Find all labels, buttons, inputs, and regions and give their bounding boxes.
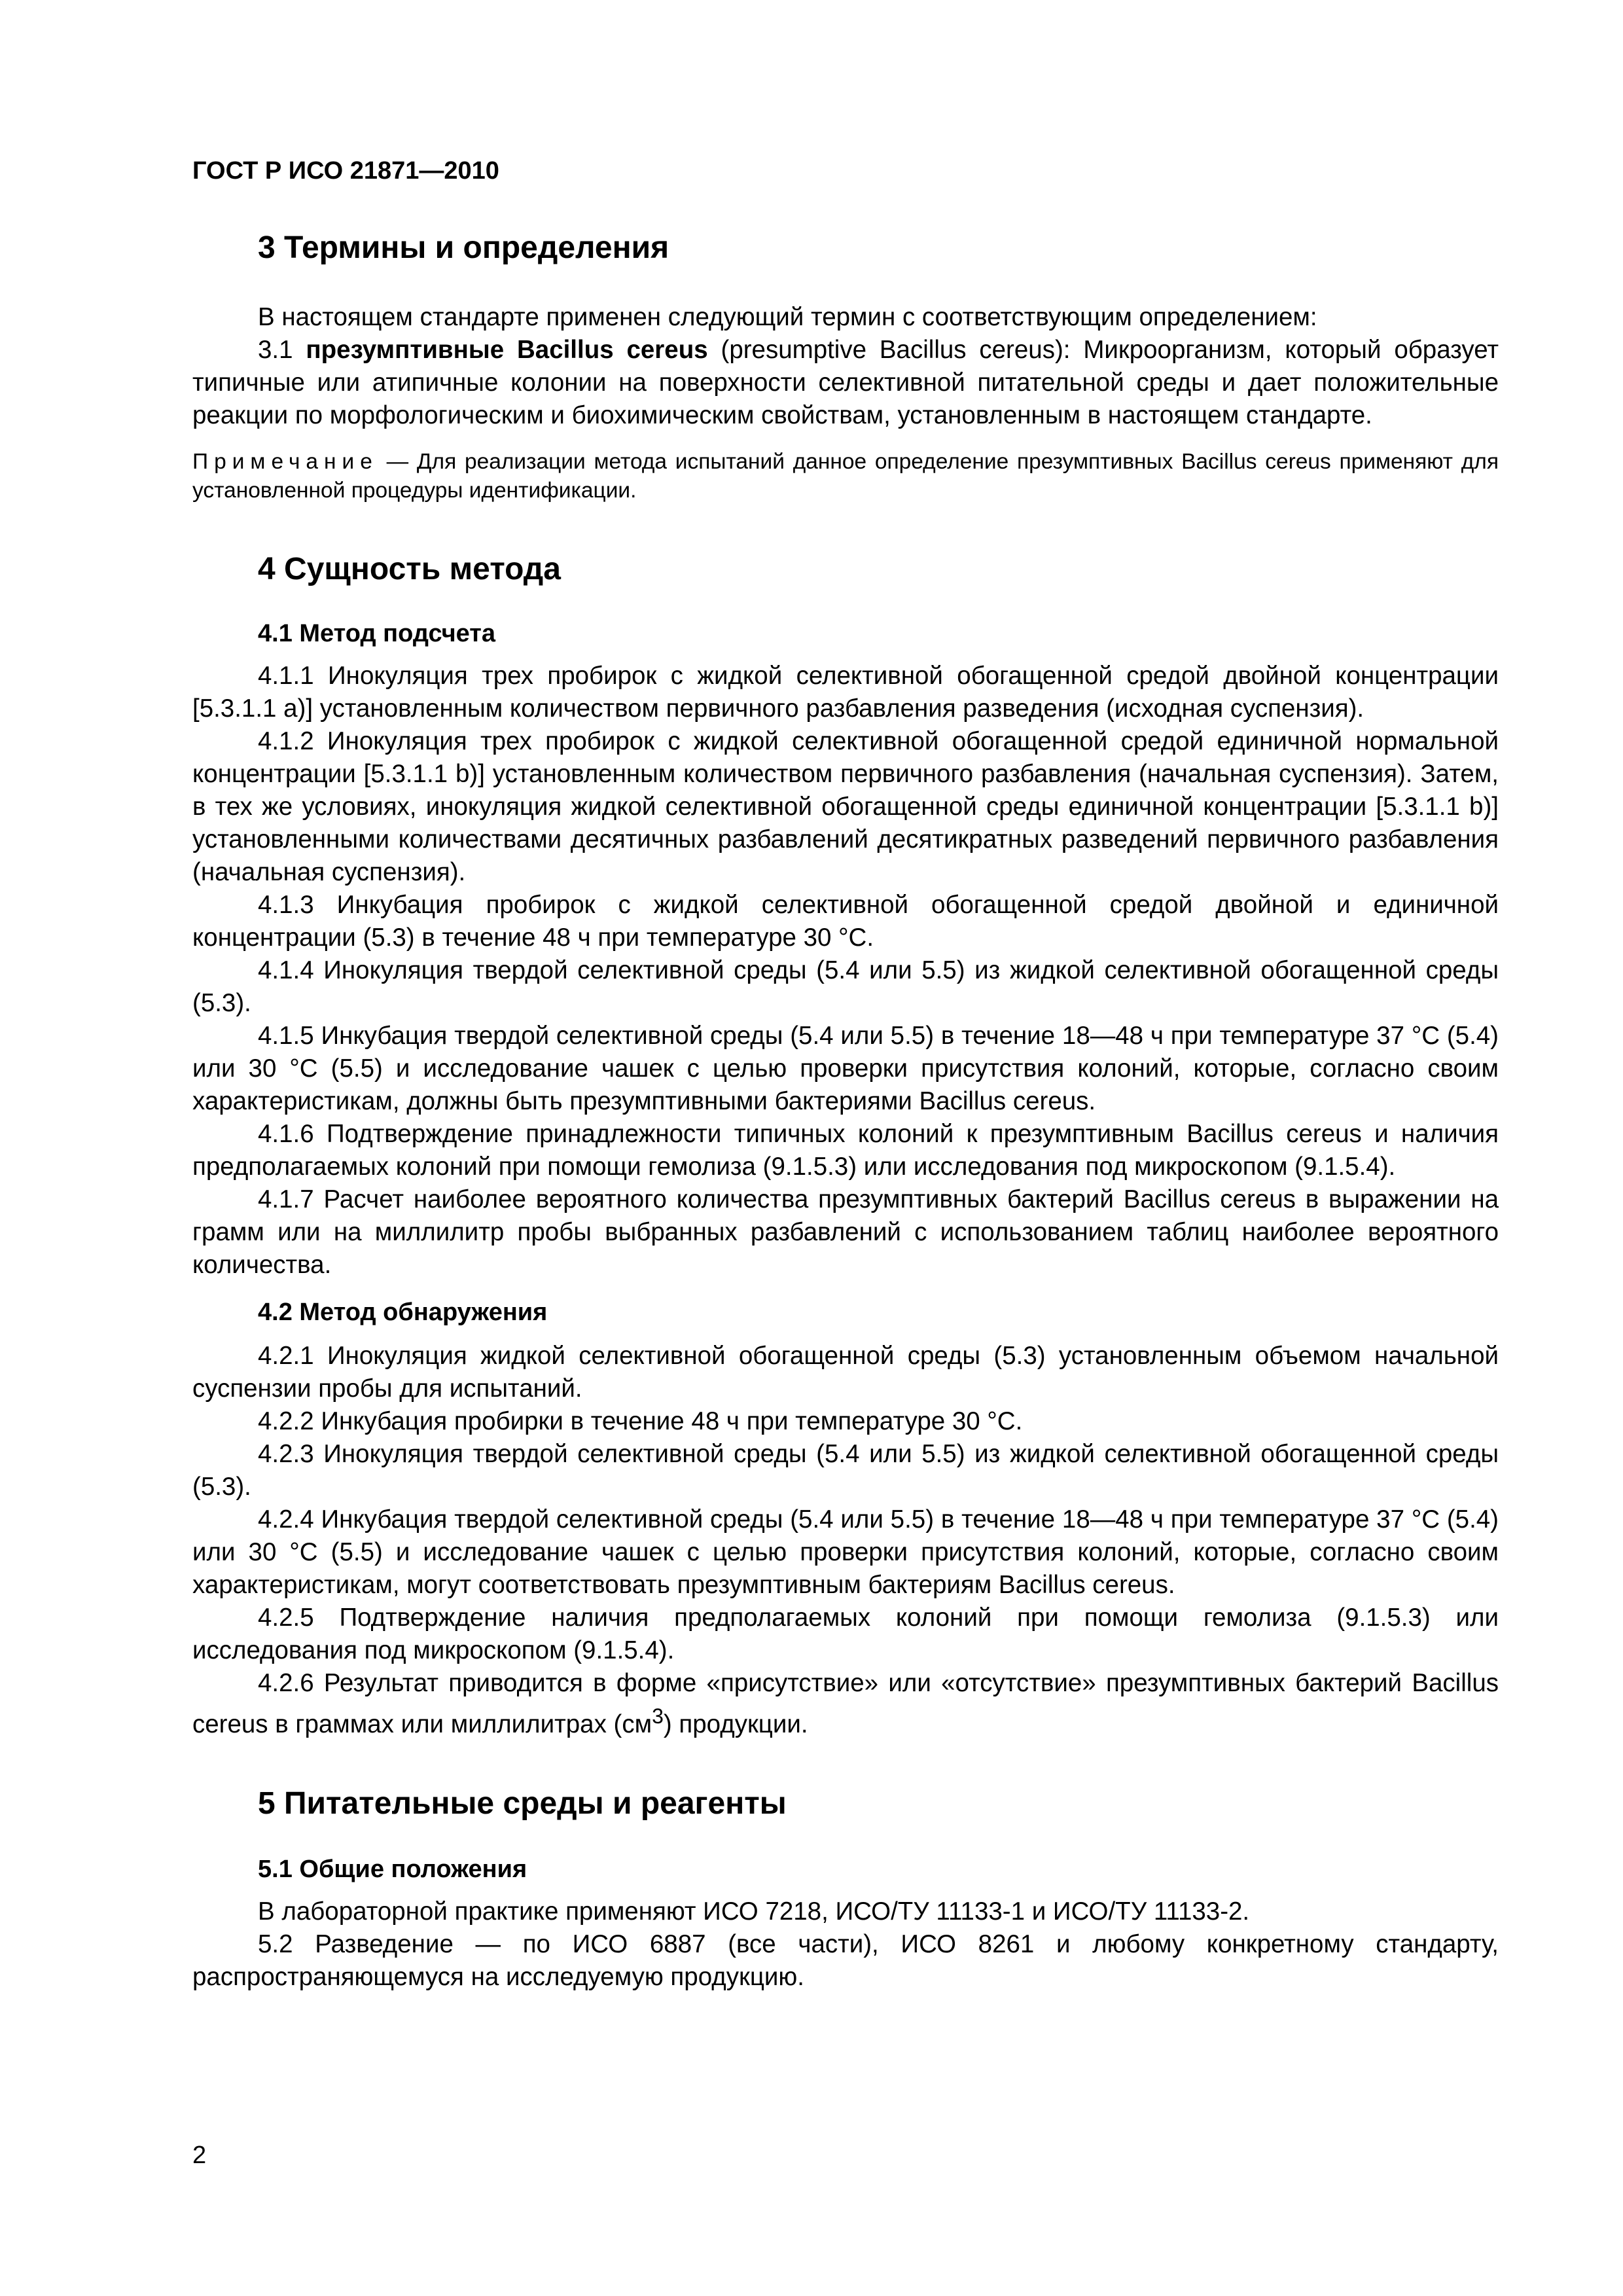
- section-4-title: 4 Сущность метода: [258, 552, 561, 586]
- paragraph-4-1-4: 4.1.4 Инокуляция твердой селективной среды (5.4 или 5.5) из жидкой селективной обогащенной среды (5.3).: [192, 956, 1499, 1017]
- paragraph-4-2-6-text: 4.2.6 Результат приводится в форме «присутствие» или «отсутствие» презумптивных бактерий Bacillus cereus в граммах или миллилитрах (см: [192, 1669, 1499, 1738]
- subsection-5-1-title: 5.1 Общие положения: [258, 1855, 527, 1883]
- subsection-4-2-title: 4.2 Метод обнаружения: [258, 1299, 548, 1326]
- paragraph-4-2-4: 4.2.4 Инкубация твердой селективной среды (5.4 или 5.5) в течение 18—48 ч при температуре 37 °С (5.4) или 30 °С (5.5) и исследование чашек с целью проверки присутствия колоний, которые, согласно своим характеристикам, могут соответствовать презумптивным бактериям Bacillus cereus.: [192, 1505, 1499, 1599]
- paragraph-4-2-6-end: ) продукции.: [663, 1710, 808, 1738]
- paragraph-4-1-1: 4.1.1 Инокуляция трех пробирок с жидкой селективной обогащенной средой двойной концентрации [5.3.1.1 a)] установленным количеством первичного разбавления разведения (исходная суспензия).: [192, 662, 1499, 723]
- term-name: презумптивные Bacillus cereus: [306, 336, 708, 364]
- paragraph-4-1-3: 4.1.3 Инкубация пробирок с жидкой селективной обогащенной средой двойной и единичной концентрации (5.3) в течение 48 ч при температуре 30 °С.: [192, 891, 1499, 952]
- paragraph-4-2-1: 4.2.1 Инокуляция жидкой селективной обогащенной среды (5.3) установленным объемом начальной суспензии пробы для испытаний.: [192, 1342, 1499, 1403]
- paragraph-5-2: 5.2 Разведение — по ИСО 6887 (все части), ИСО 8261 и любому конкретному стандарту, распространяющемуся на исследуемую продукцию.: [192, 1929, 1499, 1991]
- superscript: 3: [652, 1704, 664, 1728]
- note-label: Примечание: [192, 450, 378, 474]
- paragraph-4-2-6: [192, 1667, 1499, 1741]
- paragraph-4-1-7: 4.1.7 Расчет наиболее вероятного количества презумптивных бактерий Bacillus cereus в выражении на грамм или на миллилитр пробы выбранных разбавлений с использованием таблиц наиболее вероятного количества.: [192, 1185, 1499, 1279]
- page-number: 2: [192, 2142, 207, 2169]
- paragraph-5-1: В лабораторной практике применяют ИСО 7218, ИСО/ТУ 11133-1 и ИСО/ТУ 11133-2.: [258, 1897, 1250, 1926]
- term-number: 3.1: [258, 336, 293, 364]
- paragraph-4-1-6: 4.1.6 Подтверждение принадлежности типичных колоний к презумптивным Bacillus cereus и наличия предполагаемых колоний при помощи гемолиза (9.1.5.3) или исследования под микроскопом (9.1.5.4).: [192, 1120, 1499, 1181]
- section-5-title: 5 Питательные среды и реагенты: [258, 1785, 787, 1821]
- section-3-intro: В настоящем стандарте применен следующий термин с соответствующим определением:: [258, 303, 1317, 331]
- document-header: ГОСТ Р ИСО 21871—2010: [192, 157, 499, 185]
- section-3-title: 3 Термины и определения: [258, 230, 669, 265]
- document-page: [192, 157, 1499, 1994]
- note-paragraph: [192, 448, 1499, 505]
- term-definition-text: (presumptive Bacillus cereus): Микроорганизм, который образует типичные или атипичные колонии на поверхности селективной питательной среды и дает положительные реакции по морфологическим и биохимическим свойствам, установленным в настоящем стандарте.: [192, 336, 1499, 429]
- paragraph-4-2-3: 4.2.3 Инокуляция твердой селективной среды (5.4 или 5.5) из жидкой селективной обогащенной среды (5.3).: [192, 1440, 1499, 1501]
- paragraph-4-1-5: 4.1.5 Инкубация твердой селективной среды (5.4 или 5.5) в течение 18—48 ч при температуре 37 °С (5.4) или 30 °С (5.5) и исследование чашек с целью проверки присутствия колоний, которые, согласно своим характеристикам, должны быть презумптивными бактериями Bacillus cereus.: [192, 1022, 1499, 1115]
- term-definition-3-1: [192, 334, 1499, 432]
- paragraph-4-2-5: 4.2.5 Подтверждение наличия предполагаемых колоний при помощи гемолиза (9.1.5.3) или исследования под микроскопом (9.1.5.4).: [192, 1604, 1499, 1664]
- subsection-4-1-title: 4.1 Метод подсчета: [258, 620, 496, 647]
- paragraph-4-2-2: 4.2.2 Инкубация пробирки в течение 48 ч при температуре 30 °С.: [258, 1407, 1023, 1435]
- paragraph-4-1-2: 4.1.2 Инокуляция трех пробирок с жидкой селективной обогащенной средой единичной нормальной концентрации [5.3.1.1 b)] установленным количеством первичного разбавления (начальная суспензия). Затем, в тех же условиях, инокуляция жидкой селективной обогащенной среды единичной концентрации [5.3.1.1 b)] установленными количествами десятичных разбавлений десятикратных разведений первичного разбавления (начальная суспензия).: [192, 727, 1499, 886]
- note-text: — Для реализации метода испытаний данное определение презумптивных Bacillus cereus применяют для установленной процедуры идентификации.: [192, 450, 1499, 503]
